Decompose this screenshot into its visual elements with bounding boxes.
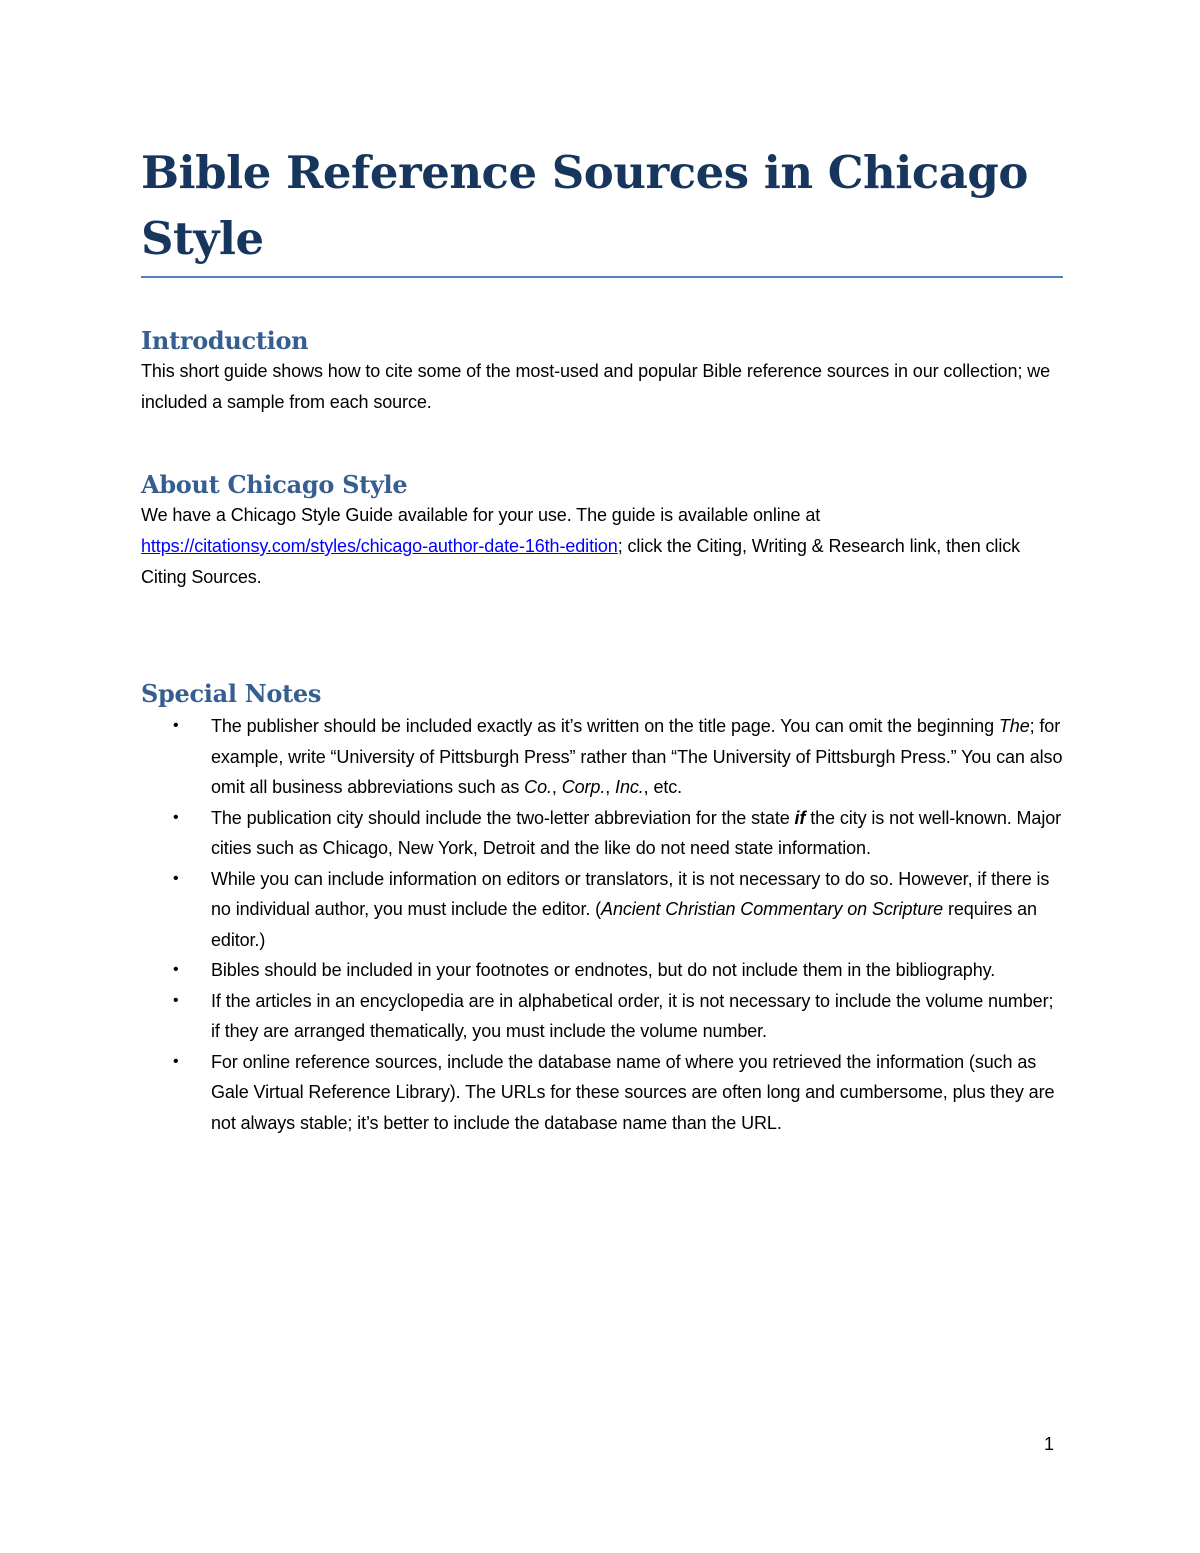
list-item (141, 864, 1063, 956)
note-text: the city is not well-known. Major cities such as Chicago, New York, Detroit and the like do not need state information. (211, 807, 1062, 858)
list-item (141, 1047, 1063, 1139)
introduction-section (141, 324, 1063, 418)
note-text: , etc. (643, 777, 683, 797)
introduction-heading: Introduction (141, 326, 309, 355)
special-notes-heading: Special Notes (141, 679, 322, 708)
note-italic: Co. (524, 777, 552, 797)
about-text-after-link: ; click the Citing, Writing & Research link, then click Citing Sources. (141, 536, 1021, 587)
note-text: , (605, 777, 616, 797)
list-item (141, 986, 1063, 1047)
note-italic: Inc. (615, 777, 644, 797)
bullet-icon: • (173, 991, 179, 1009)
about-chicago-heading: About Chicago Style (141, 470, 408, 499)
note-italic: Corp. (561, 777, 606, 797)
special-notes-list (141, 711, 1063, 1138)
note-text: The publication city should include the two-letter abbreviation for the state (211, 807, 795, 828)
note-text: For online reference sources, include the database name of where you retrieved the information (such as Gale Virtual Reference Library). The URLs for these sources are often long and cumbersome, plus they are not always stable; it’s better to include the database name than the URL. (211, 1051, 1055, 1133)
note-text: The publisher should be included exactly as it’s written on the title page. You can omit the beginning (211, 716, 999, 736)
bullet-icon: • (173, 717, 179, 734)
bullet-icon: • (173, 1052, 179, 1070)
about-text-before-link: We have a Chicago Style Guide available for your use. The guide is available online at (141, 505, 821, 525)
note-text: Bibles should be included in your footnotes or endnotes, but do not include them in the bibliography. (211, 960, 996, 980)
about-chicago-text (141, 500, 1063, 593)
special-notes-section (141, 677, 1063, 1138)
note-text: , (551, 777, 562, 797)
chicago-guide-link[interactable]: https://citationsy.com/styles/chicago-author-date-16th-edition (141, 536, 618, 556)
bullet-icon: • (173, 808, 179, 826)
note-text: If the articles in an encyclopedia are in alphabetical order, it is not necessary to include the volume number; if they are arranged thematically, you must include the volume number. (211, 990, 1054, 1041)
list-item (141, 803, 1063, 864)
about-chicago-section (141, 468, 1063, 593)
note-text: ; for example, write “University of Pittsburgh Press” rather than “The University of Pittsburgh Press.” You can also omit all business abbreviations such as (211, 716, 1063, 797)
list-item (141, 955, 1063, 986)
page-number: 1 (1044, 1434, 1055, 1454)
note-italic: The (998, 716, 1030, 736)
list-item (141, 711, 1063, 803)
bullet-icon: • (173, 961, 179, 978)
note-italic: Ancient Christian Commentary on Scripture (601, 899, 944, 919)
note-bold-italic: if (794, 807, 806, 828)
note-text: requires an editor.) (211, 899, 1037, 950)
document-page (141, 140, 1063, 1138)
bullet-icon: • (173, 869, 179, 887)
introduction-text: This short guide shows how to cite some of the most-used and popular Bible reference sources in our collection; we included a sample from each source. (141, 361, 1051, 412)
note-text: While you can include information on editors or translators, it is not necessary to do so. However, if there is no individual author, you must include the editor. ( (211, 868, 1050, 919)
document-title: Bible Reference Sources in Chicago Style (141, 140, 1063, 278)
